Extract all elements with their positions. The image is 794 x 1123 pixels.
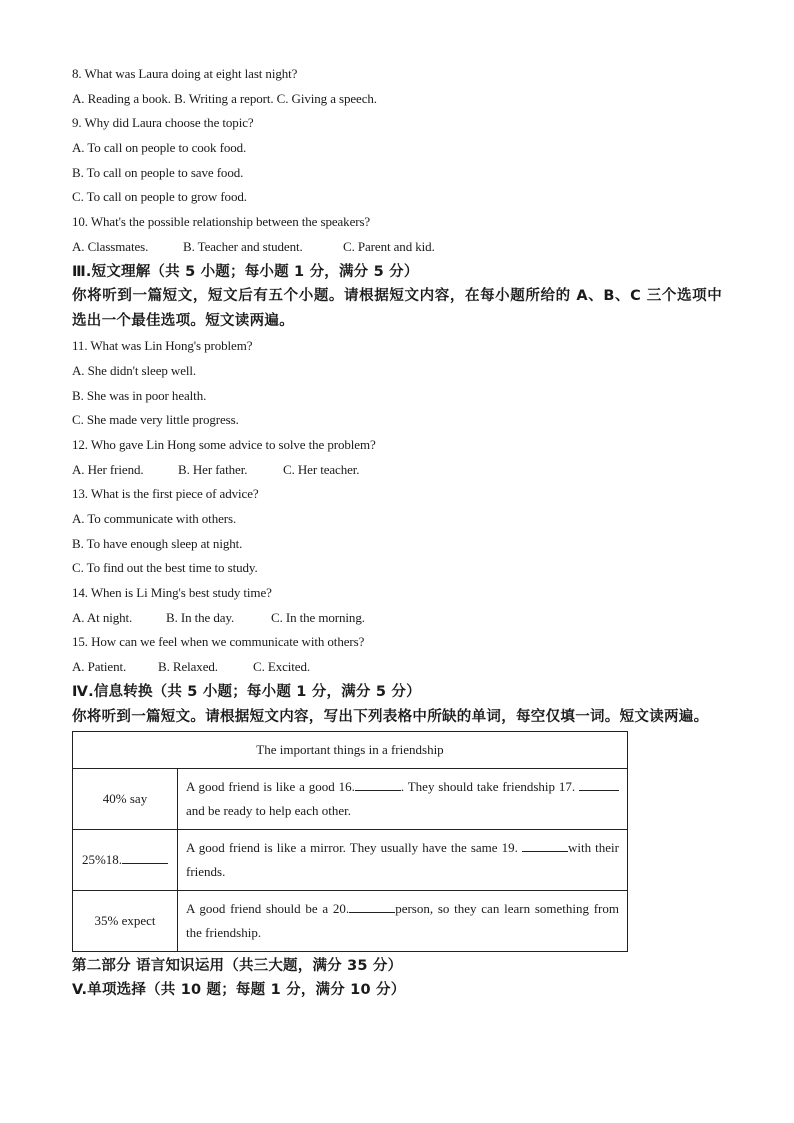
option-a: A. Her friend. xyxy=(72,461,144,477)
option-b: B. Her father. xyxy=(178,461,248,477)
row-label: 35% expect xyxy=(73,890,178,951)
row-description: A good friend should be a 20. person, so they can learn something from the friendship. xyxy=(178,890,628,951)
table-title: The important things in a friendship xyxy=(73,731,628,768)
question-14: 14. When is Li Ming's best study time? xyxy=(72,585,272,601)
options-12 xyxy=(72,458,722,483)
option-c: C. In the morning. xyxy=(271,609,365,625)
option-a: A. At night. xyxy=(72,609,133,625)
exam-page xyxy=(72,62,722,1003)
options-15 xyxy=(72,655,722,680)
question-12: 12. Who gave Lin Hong some advice to solve the problem? xyxy=(72,436,376,452)
row-label: 25%18. xyxy=(73,829,178,890)
blank-20[interactable] xyxy=(349,899,395,913)
option-b: B. In the day. xyxy=(166,609,235,625)
row-description: A good friend is like a mirror. They usually have the same 19. with their friends. xyxy=(178,829,628,890)
option-c: C. She made very little progress. xyxy=(72,412,239,428)
blank-16[interactable] xyxy=(355,777,401,791)
blank-19[interactable] xyxy=(522,838,568,852)
option-b: B. To call on people to save food. xyxy=(72,164,244,180)
option-a: A. To communicate with others. xyxy=(72,511,237,527)
table-row xyxy=(73,890,628,951)
friendship-table xyxy=(72,731,628,952)
options-8 xyxy=(72,87,722,112)
question-11: 11. What was Lin Hong's problem? xyxy=(72,338,253,354)
option-a: A. Patient. xyxy=(72,659,127,675)
question-15: 15. How can we feel when we communicate with others? xyxy=(72,634,365,650)
option-a: A. Classmates. xyxy=(72,238,149,254)
option-c: C. Her teacher. xyxy=(283,461,360,477)
blank-17[interactable] xyxy=(579,777,619,791)
option-c: C. Excited. xyxy=(253,659,311,675)
question-10: 10. What's the possible relationship between the speakers? xyxy=(72,214,371,230)
options-10 xyxy=(72,235,722,260)
blank-18[interactable] xyxy=(122,850,168,864)
option-b: B. To have enough sleep at night. xyxy=(72,535,243,551)
option-b: B. Writing a report. xyxy=(174,90,274,106)
row-description: A good friend is like a good 16. . They should take friendship 17. and be ready to help each other. xyxy=(178,768,628,829)
section-3-heading: Ⅲ.短文理解（共 5 小题；每小题 1 分，满分 5 分） xyxy=(72,263,419,280)
section-4-instructions: 你将听到一篇短文。请根据短文内容，写出下列表格中所缺的单词，每空仅填一词。短文读两遍。 xyxy=(72,708,709,725)
table-row xyxy=(73,768,628,829)
option-a: A. Reading a book. xyxy=(72,90,171,106)
option-c: C. To call on people to grow food. xyxy=(72,189,247,205)
section-5-heading: V.单项选择（共 10 题；每题 1 分，满分 10 分） xyxy=(72,982,406,999)
option-a: A. She didn't sleep well. xyxy=(72,362,197,378)
question-8: 8. What was Laura doing at eight last night? xyxy=(72,66,298,81)
section-3-instructions: 你将听到一篇短文，短文后有五个小题。请根据短文内容，在每小题所给的 A、B、C 三个选项中选出一个最佳选项。短文读两遍。 xyxy=(72,288,722,330)
option-a: A. To call on people to cook food. xyxy=(72,140,247,156)
option-b: B. Teacher and student. xyxy=(183,238,303,254)
question-9: 9. Why did Laura choose the topic? xyxy=(72,115,254,131)
part-two-heading: 第二部分 语言知识运用（共三大题，满分 35 分） xyxy=(72,957,403,974)
table-row xyxy=(73,829,628,890)
option-c: C. To find out the best time to study. xyxy=(72,560,258,576)
option-b: B. She was in poor health. xyxy=(72,387,207,403)
option-c: C. Giving a speech. xyxy=(276,90,377,106)
option-b: B. Relaxed. xyxy=(158,659,218,675)
section-4-heading: Ⅳ.信息转换（共 5 小题；每小题 1 分，满分 5 分） xyxy=(72,683,421,700)
row-label: 40% say xyxy=(73,768,178,829)
question-13: 13. What is the first piece of advice? xyxy=(72,486,259,502)
option-c: C. Parent and kid. xyxy=(343,238,435,254)
options-14 xyxy=(72,606,722,631)
